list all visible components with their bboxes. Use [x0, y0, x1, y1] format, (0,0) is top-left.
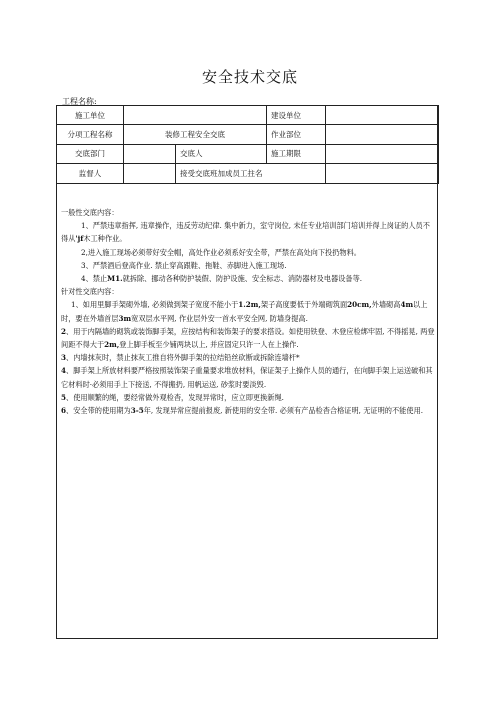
- construction-period-label: 施工期限: [267, 144, 326, 163]
- table-row: [57, 164, 439, 183]
- general-item-2: 2,进入施工现场必须带好安全帽，高处作业必须系好安全带，严禁在高处向下投扔物料。: [81, 247, 361, 257]
- table-row: [57, 125, 439, 144]
- handover-person-label: 交底人: [176, 144, 267, 163]
- supervisor-field[interactable]: [124, 164, 176, 183]
- project-name-label: 工程名称:: [62, 97, 97, 106]
- sub-project-label: 分项工程名称: [57, 125, 124, 144]
- handover-sheet: [56, 105, 438, 639]
- supervisor-label: 监督人: [57, 164, 124, 183]
- info-table: [56, 105, 439, 184]
- work-area-label: 作业部位: [267, 125, 326, 144]
- general-heading: 一般性交底内容：: [61, 208, 119, 217]
- general-item-4: 4、禁止M1.就拆除、挪动各种防护装假、防护设施、安全标志、消防器材及电器设备等.: [81, 274, 363, 284]
- specific-item-6: 6、安全带的使用期为3-5年, 发现异常应提前报废, 新使用的安全带. 必须有产品检杳合格证明, 无证明的不能使用.: [61, 406, 424, 416]
- signature-field[interactable]: [326, 164, 439, 183]
- specific-item-3: 3、内墙抹灰时，禁止抹灰工推自将外脚手架的拉结铅丝砍断或拆除连墙杆*: [61, 353, 300, 363]
- signature-label: 接受交底班加成员工拄名: [176, 164, 326, 183]
- construction-unit-field[interactable]: [124, 106, 267, 125]
- construction-period-field[interactable]: [326, 144, 439, 163]
- specific-item-4: 4、脚手架上所放材料要严格按照装饰架子重量要求堆放材料，保证架子上操作人员的通行，在向脚手架上运送破和其它材料时·必须用手上下接送, 不得搬扔, 用帆运送, 砂浆时要淡毁.: [61, 366, 433, 389]
- specific-heading: 针对性交底内容：: [61, 287, 119, 297]
- handover-dept-field[interactable]: [124, 144, 176, 163]
- construction-unit-label: 施工单位: [57, 106, 124, 125]
- builder-unit-field[interactable]: [326, 106, 439, 125]
- specific-item-2: 2、用于内隔墙的砌筑或装饰脚手架，应按结构和装饰架子的要求搭设。如使用铁登、木登应检绑牢固, 不得摇晃, 两登间距不得大于2m,登上脚手板至少铺两块以上, 并应固定只许一人在上操作.: [61, 326, 435, 350]
- specific-item-1: 1、如用里脚手架砌外墙, 必须做到架子宽度不能小于1.2m,架子高度要低于外端砌筑面20cm,外墙砌高4m以上时，要在外墙首层3m宽双层水平网, 作业层外安一首水平安全网, 防墙身提高.: [61, 300, 428, 323]
- specific-item-5: 5、使用顺繁的绳，要经常做外观检杳，发现异常时，应立即更换新绳.: [61, 392, 284, 402]
- handover-content: [61, 206, 435, 417]
- sub-project-field[interactable]: 装修工程安全交底: [124, 125, 267, 144]
- work-area-field[interactable]: [326, 125, 439, 144]
- table-row: [57, 106, 439, 125]
- builder-unit-label: 建设单位: [267, 106, 326, 125]
- document-title: 安全技术交底: [201, 68, 298, 86]
- general-item-3: 3、严禁酒后登高作业. 禁止穿高跟鞋、拖鞋、赤脚进入施工现场.: [81, 260, 287, 270]
- general-item-1: 1、严禁违章指挥, 违章操作，违反劳动纪律. 集中新力，室守岗位, 未任专业培训部门培训并得上岗证的人员不得从'jf木工种作业。: [61, 221, 430, 244]
- handover-dept-label: 交底部门: [57, 144, 124, 163]
- table-row: [57, 144, 439, 163]
